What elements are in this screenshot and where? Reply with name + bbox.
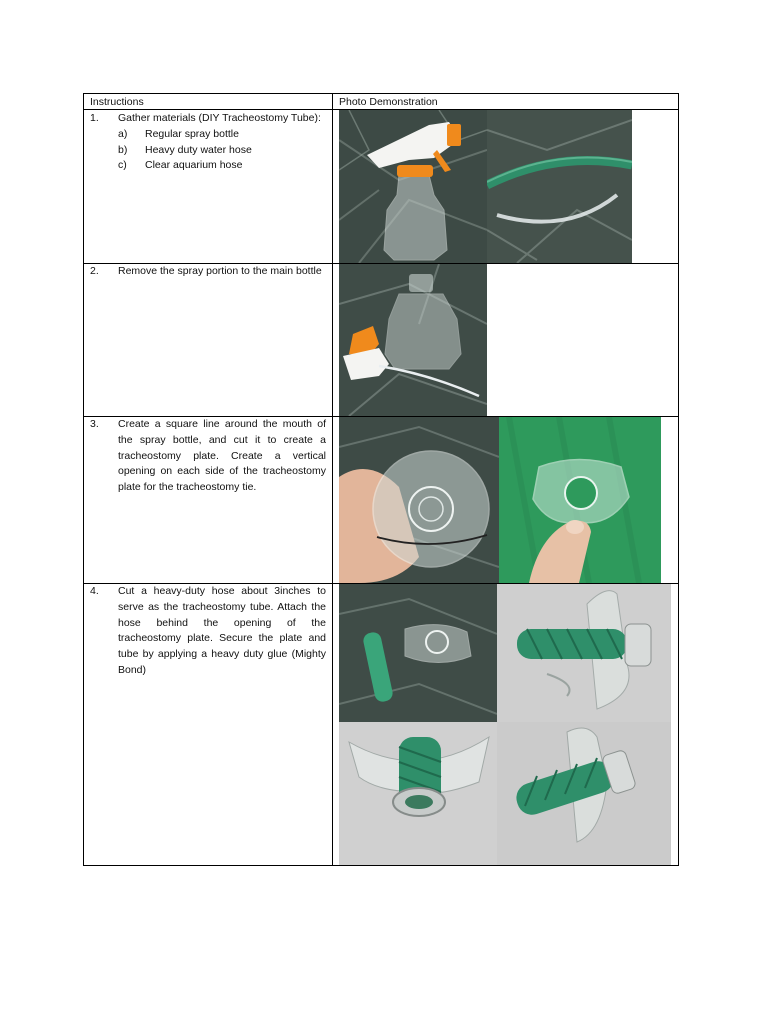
photo-assembled-angle (497, 722, 671, 865)
step-description: Remove the spray portion to the main bottle (118, 265, 322, 277)
column-divider (332, 94, 333, 865)
step-description: Create a square line around the mouth of the spray bottle, and cut it to create a tracheostomy plate. Create a vertical opening on each side of the tracheostomy plate for the tracheostomy tie. (118, 418, 326, 494)
header-photo-demonstration: Photo Demonstration (339, 96, 438, 108)
step-2-text (90, 264, 326, 280)
step-number: 1. (90, 112, 99, 124)
step-3-text (90, 417, 326, 496)
step-description: Cut a heavy-duty hose about 3inches to serve as the tracheostomy tube. Attach the hose behind the opening of the tracheostomy plate. Secure the plate and tube by applying a heavy duty glue (Mighty Bond) (118, 585, 326, 676)
step-description: Gather materials (DIY Tracheostomy Tube): (118, 112, 321, 124)
photo-spray-bottle (339, 110, 487, 263)
step-4-text (90, 584, 326, 679)
photo-tracheostomy-plate (499, 417, 661, 583)
photo-assembled-front (339, 722, 497, 865)
step-number: 4. (90, 585, 99, 597)
photo-assembled-side (497, 584, 671, 722)
photo-hose-and-plate (339, 584, 497, 722)
list-item: a) Regular spray bottle (118, 127, 239, 140)
photo-hoses (487, 110, 632, 263)
step-1-text (90, 111, 326, 174)
materials-list (118, 127, 326, 174)
header-instructions: Instructions (90, 96, 144, 108)
step-number: 3. (90, 418, 99, 430)
photo-bottle-marked (339, 417, 499, 583)
step-number: 2. (90, 265, 99, 277)
list-item: c) Clear aquarium hose (118, 159, 243, 172)
photo-bottle-disassembled (339, 264, 487, 416)
list-item: b) Heavy duty water hose (118, 143, 252, 156)
instructions-table (83, 93, 679, 866)
